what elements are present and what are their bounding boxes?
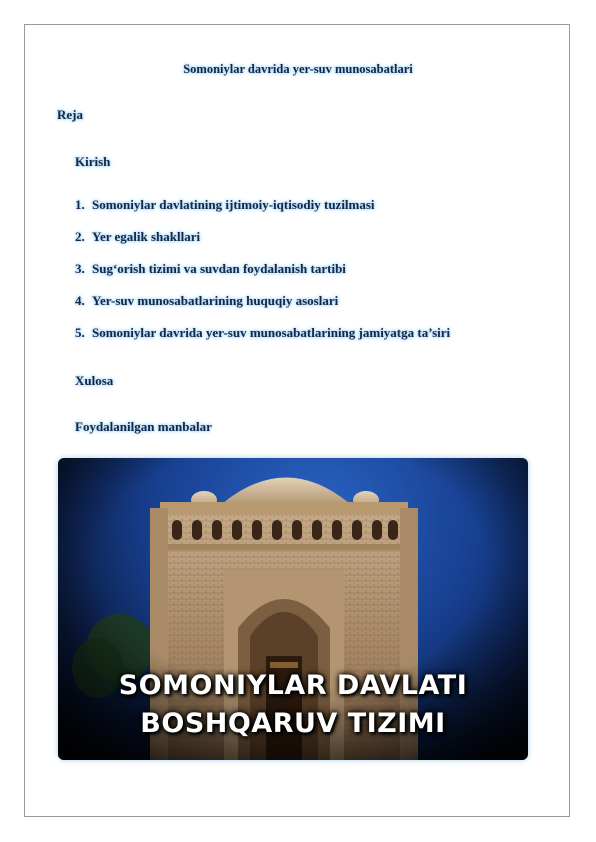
list-item xyxy=(75,260,450,292)
list-item-text: Yer egalik shakllari xyxy=(92,229,201,244)
list-item-number: 5. xyxy=(75,325,85,340)
list-item-text: Sug‘orish tizimi va suvdan foydalanish tartibi xyxy=(92,261,346,276)
conclusion-heading: Xulosa xyxy=(75,373,114,388)
plan-list xyxy=(75,196,450,356)
list-item xyxy=(75,324,450,356)
intro-heading: Kirish xyxy=(75,154,111,169)
list-item-number: 4. xyxy=(75,293,85,308)
document-title: Somoniylar davrida yer-suv munosabatlari xyxy=(183,62,413,76)
list-item-text: Somoniylar davrida yer-suv munosabatlarining jamiyatga ta’siri xyxy=(92,325,451,340)
list-item-text: Yer-suv munosabatlarining huquqiy asoslari xyxy=(92,293,339,308)
plan-heading: Reja xyxy=(57,107,83,122)
list-item xyxy=(75,228,450,260)
mausoleum-banner-image xyxy=(58,458,528,760)
list-item-text: Somoniylar davlatining ijtimoiy-iqtisodiy tuzilmasi xyxy=(92,197,375,212)
list-item-number: 1. xyxy=(75,197,85,212)
list-item xyxy=(75,196,450,228)
list-item-number: 3. xyxy=(75,261,85,276)
banner-title-line1: SOMONIYLAR DAVLATI xyxy=(118,670,468,701)
list-item xyxy=(75,292,450,324)
list-item-number: 2. xyxy=(75,229,85,244)
sources-heading: Foydalanilgan manbalar xyxy=(75,419,212,434)
banner-title-line2: BOSHQARUV TIZIMI xyxy=(140,708,446,739)
